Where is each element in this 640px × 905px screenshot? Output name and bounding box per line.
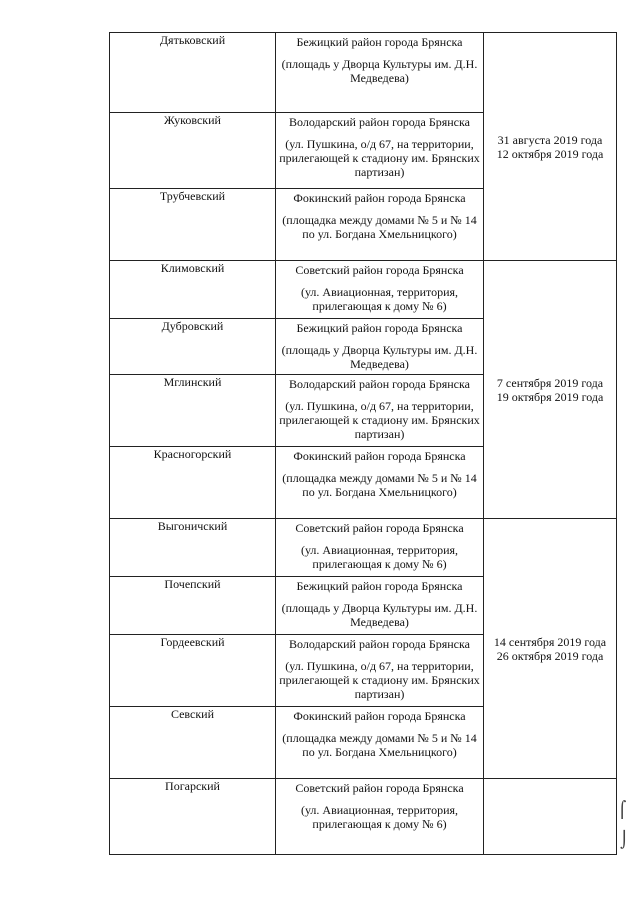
venue-title: Советский район города Брянска <box>295 263 464 277</box>
venue-cell <box>276 189 484 261</box>
district-cell: Дубровский <box>110 319 276 375</box>
venue-address: (ул. Авиационная, территория, прилегающая к дому № 6) <box>300 285 459 313</box>
schedule-row <box>110 519 617 577</box>
venue-cell <box>276 319 484 375</box>
venue-address: (площадка между домами № 5 и № 14 по ул. Богдана Хмельницкого) <box>282 471 477 499</box>
district-cell: Гордеевский <box>110 635 276 707</box>
district-cell: Погарский <box>110 779 276 855</box>
fair-date: 19 октября 2019 года <box>496 389 604 404</box>
venue-address: (площадка между домами № 5 и № 14 по ул. Богдана Хмельницкого) <box>282 213 477 241</box>
fair-date: 14 сентября 2019 года <box>493 634 607 649</box>
venue-title: Бежицкий район города Брянска <box>296 321 463 335</box>
venue-cell <box>276 447 484 519</box>
venue-cell <box>276 375 484 447</box>
fair-date: 7 сентября 2019 года <box>496 375 604 390</box>
fair-schedule-table <box>109 32 617 855</box>
fair-date: 31 августа 2019 года <box>497 132 603 147</box>
district-cell: Жуковский <box>110 113 276 189</box>
venue-cell <box>276 707 484 779</box>
venue-title: Советский район города Брянска <box>295 521 464 535</box>
venue-cell <box>276 33 484 113</box>
venue-title: Фокинский район города Брянска <box>293 191 466 205</box>
venue-cell <box>276 519 484 577</box>
venue-address: (площадь у Дворца Культуры им. Д.Н. Медведева) <box>281 343 478 371</box>
venue-title: Бежицкий район города Брянска <box>296 579 463 593</box>
district-cell: Почепский <box>110 577 276 635</box>
venue-address: (ул. Авиационная, территория, прилегающая к дому № 6) <box>300 543 459 571</box>
venue-address: (ул. Авиационная, территория, прилегающая к дому № 6) <box>300 803 459 831</box>
venue-cell <box>276 261 484 319</box>
district-cell: Мглинский <box>110 375 276 447</box>
margin-mark: ⌡ <box>620 830 629 849</box>
venue-cell <box>276 577 484 635</box>
district-cell: Климовский <box>110 261 276 319</box>
fair-date: 12 октября 2019 года <box>496 146 604 161</box>
venue-title: Володарский район города Брянска <box>289 637 470 651</box>
venue-address: (ул. Пушкина, о/д 67, на территории, прилегающей к стадиону им. Брянских партизан) <box>279 399 480 441</box>
schedule-row <box>110 779 617 855</box>
fair-dates-cell <box>484 519 617 779</box>
venue-title: Володарский район города Брянска <box>289 377 470 391</box>
venue-title: Советский район города Брянска <box>295 781 464 795</box>
venue-address: (ул. Пушкина, о/д 67, на территории, прилегающей к стадиону им. Брянских партизан) <box>279 659 480 701</box>
margin-mark: ⌠ <box>618 800 627 819</box>
district-cell: Трубчевский <box>110 189 276 261</box>
venue-title: Володарский район города Брянска <box>289 115 470 129</box>
fair-date: 26 октября 2019 года <box>496 648 604 663</box>
venue-cell <box>276 113 484 189</box>
district-cell: Выгоничский <box>110 519 276 577</box>
fair-dates-cell <box>484 33 617 261</box>
schedule-body <box>110 33 617 855</box>
venue-address: (площадь у Дворца Культуры им. Д.Н. Медведева) <box>281 57 478 85</box>
venue-title: Фокинский район города Брянска <box>293 709 466 723</box>
district-cell: Севский <box>110 707 276 779</box>
venue-cell <box>276 635 484 707</box>
fair-dates-cell <box>484 261 617 519</box>
venue-cell <box>276 779 484 855</box>
venue-title: Бежицкий район города Брянска <box>296 35 463 49</box>
schedule-row <box>110 261 617 319</box>
venue-address: (площадка между домами № 5 и № 14 по ул. Богдана Хмельницкого) <box>282 731 477 759</box>
schedule-row <box>110 33 617 113</box>
district-cell: Красногорский <box>110 447 276 519</box>
venue-title: Фокинский район города Брянска <box>293 449 466 463</box>
fair-dates-cell <box>484 779 617 855</box>
venue-address: (ул. Пушкина, о/д 67, на территории, прилегающей к стадиону им. Брянских партизан) <box>279 137 480 179</box>
venue-address: (площадь у Дворца Культуры им. Д.Н. Медведева) <box>281 601 478 629</box>
district-cell: Дятьковский <box>110 33 276 113</box>
